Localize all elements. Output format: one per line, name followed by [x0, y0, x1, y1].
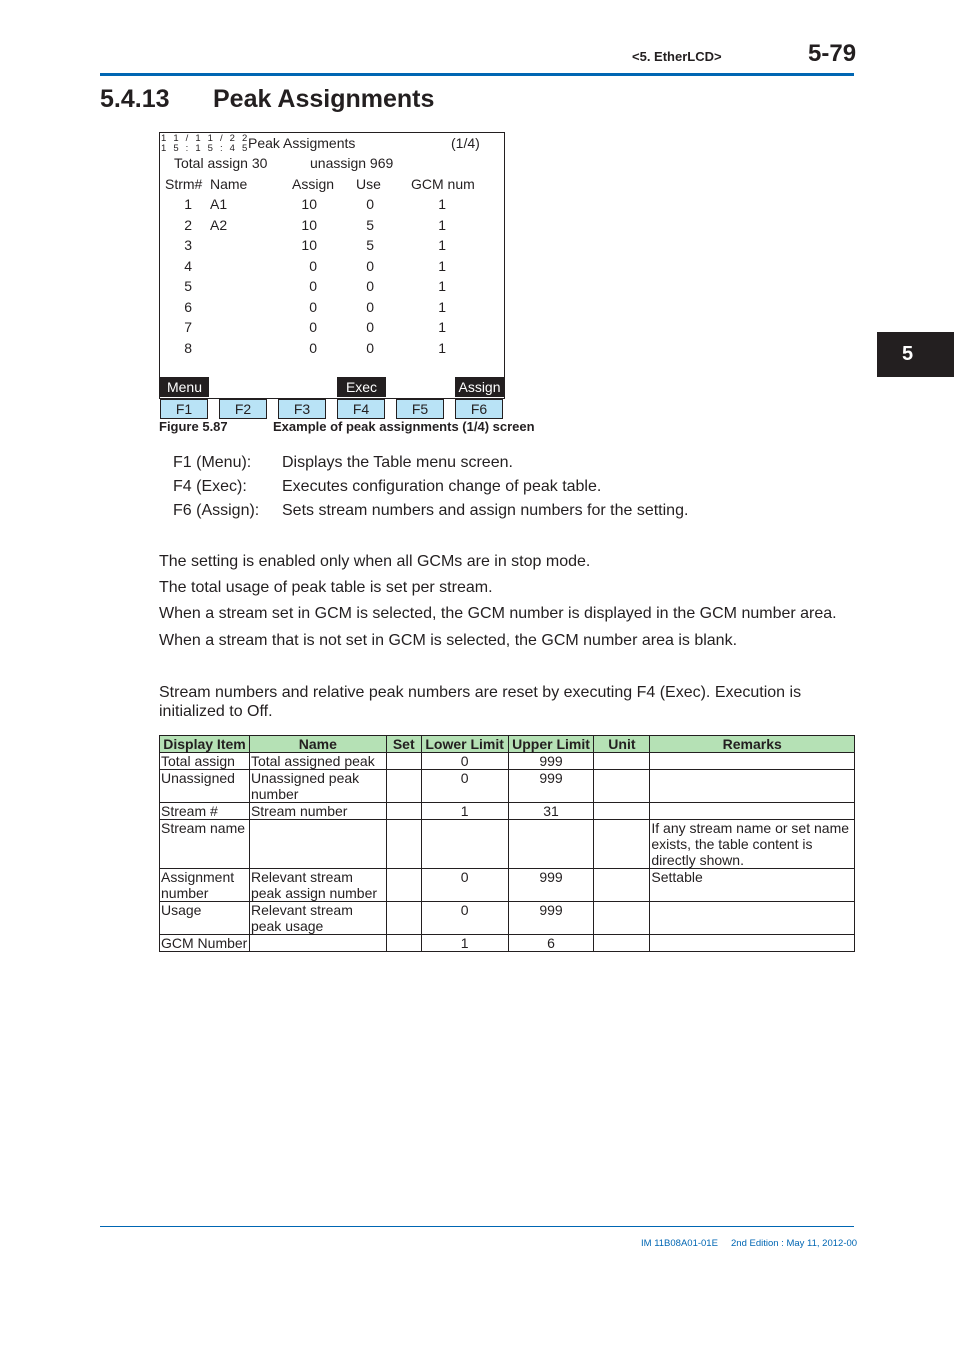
table-cell-name: Relevant stream peak assign number — [249, 869, 386, 902]
fkey-desc-text: Executes configuration change of peak table. — [282, 478, 602, 495]
screen-cell-gcm: 1 — [438, 237, 446, 253]
screen-cell-use: 0 — [366, 196, 374, 212]
fkey-f3[interactable]: F3 — [278, 399, 326, 419]
table-cell-item: Total assign — [160, 753, 250, 770]
figure-label: Figure 5.87 — [159, 419, 228, 434]
table-cell-unit — [594, 869, 650, 902]
table-cell-remarks — [650, 902, 855, 935]
screen-cell-gcm: 1 — [438, 257, 446, 274]
fkey-f2[interactable]: F2 — [219, 399, 267, 419]
paragraph: When a stream set in GCM is selected, the GCM number is displayed in the GCM number area. — [159, 605, 837, 622]
table-cell-unit — [594, 935, 650, 952]
screen-cell-assign: 0 — [309, 319, 317, 335]
screen-cell-assign: 0 — [309, 257, 317, 274]
table-cell-name: Total assigned peak — [249, 753, 386, 770]
table-header: Set — [386, 736, 421, 753]
softkey-exec[interactable]: Exec — [337, 377, 386, 397]
table-cell-set — [386, 803, 421, 820]
screen-time: 1 5 : 1 5 : 4 5 — [161, 143, 250, 154]
screen-total-assign: Total assign 30 — [174, 155, 268, 171]
table-row — [160, 935, 855, 952]
table-cell-upper: 31 — [508, 803, 594, 820]
screen-cell-gcm: 1 — [438, 319, 446, 335]
table-cell-upper: 999 — [508, 902, 594, 935]
table-cell-lower — [421, 820, 508, 869]
table-header: Unit — [594, 736, 650, 753]
table-cell-lower: 1 — [421, 935, 508, 952]
screen-cell-use: 0 — [366, 339, 374, 356]
table-cell-set — [386, 820, 421, 869]
table-cell-set — [386, 753, 421, 770]
screen-cell-assign: 0 — [309, 339, 317, 356]
screen-cell-assign: 0 — [309, 278, 317, 294]
screen-cell-assign: 10 — [301, 216, 317, 233]
table-cell-set — [386, 869, 421, 902]
fkey-desc-text: Sets stream numbers and assign numbers for the setting. — [282, 502, 689, 519]
table-row — [160, 753, 855, 770]
table-cell-remarks: If any stream name or set name exists, the table content is directly shown. — [650, 820, 855, 869]
doc-id: IM 11B08A01-01E — [641, 1238, 718, 1249]
table-cell-remarks: Settable — [650, 869, 855, 902]
screen-cell-use: 5 — [366, 237, 374, 253]
screen-cell-use: 0 — [366, 298, 374, 315]
figure-caption-text: Example of peak assignments (1/4) screen — [273, 419, 535, 434]
screen-cell-use: 0 — [366, 319, 374, 335]
fkey-f1[interactable]: F1 — [160, 399, 208, 419]
edition: 2nd Edition : May 11, 2012-00 — [731, 1238, 858, 1249]
table-cell-remarks — [650, 803, 855, 820]
table-cell-item: Stream name — [160, 820, 250, 869]
screen-cell-assign: 0 — [309, 298, 317, 315]
table-cell-unit — [594, 902, 650, 935]
section-title — [100, 85, 434, 114]
screen-cell-strm: 8 — [184, 339, 192, 356]
screen-date: 1 1 / 1 1 / 2 2 — [161, 133, 250, 144]
screen-cell-gcm: 1 — [438, 278, 446, 294]
screen-cell-strm: 4 — [184, 257, 192, 274]
screen-cell-use: 0 — [366, 278, 374, 294]
screen-unassign: unassign 969 — [310, 155, 394, 171]
screen-col-gcm: GCM num — [411, 176, 475, 192]
table-header: Display Item — [160, 736, 250, 753]
paragraph: When a stream that is not set in GCM is selected, the GCM number area is blank. — [159, 632, 738, 649]
screen-cell-name: A2 — [210, 216, 228, 233]
table-cell-unit — [594, 753, 650, 770]
screen-cell-gcm: 1 — [438, 298, 446, 315]
table-cell-upper — [508, 820, 594, 869]
screen-col-strm: Strm# — [165, 176, 203, 192]
softkey-assign[interactable]: Assign — [455, 377, 504, 397]
display-item-table — [159, 735, 855, 952]
screen-cell-use: 5 — [366, 216, 374, 233]
table-cell-name: Unassigned peak number — [249, 770, 386, 803]
fkey-desc-key: F6 (Assign): — [173, 502, 260, 519]
chapter-tab: 5 — [877, 332, 954, 377]
table-header-row — [160, 736, 855, 753]
screen-cell-name: A1 — [210, 196, 228, 212]
table-header: Upper Limit — [508, 736, 594, 753]
screen-cell-assign: 10 — [301, 237, 317, 253]
table-cell-lower: 1 — [421, 803, 508, 820]
screen-title: Peak Assigments — [248, 135, 356, 151]
screen-cell-strm: 3 — [184, 237, 192, 253]
screen-cell-strm: 5 — [184, 278, 192, 294]
table-cell-set — [386, 935, 421, 952]
softkey-menu[interactable]: Menu — [160, 377, 209, 397]
table-cell-remarks — [650, 753, 855, 770]
table-cell-set — [386, 770, 421, 803]
screen-page: (1/4) — [451, 135, 480, 151]
table-cell-upper: 999 — [508, 869, 594, 902]
figure-caption — [159, 419, 535, 434]
table-cell-name: Relevant stream peak usage — [249, 902, 386, 935]
paragraph: Stream numbers and relative peak numbers are reset by executing F4 (Exec). Execution is initialized to Off. — [159, 684, 802, 720]
table-cell-item: Unassigned — [160, 770, 250, 803]
section-title-text: Peak Assignments — [213, 85, 435, 113]
fkey-f5[interactable]: F5 — [396, 399, 444, 419]
screen-cell-strm: 1 — [184, 196, 192, 212]
table-row — [160, 803, 855, 820]
screen-cell-strm: 2 — [184, 216, 192, 233]
table-cell-unit — [594, 820, 650, 869]
table-header: Remarks — [650, 736, 855, 753]
screen-cell-assign: 10 — [301, 196, 317, 212]
section-number: 5.4.13 — [100, 85, 170, 113]
fkey-desc-key: F4 (Exec): — [173, 478, 247, 495]
table-header: Name — [249, 736, 386, 753]
table-cell-upper: 999 — [508, 770, 594, 803]
screen-col-use: Use — [356, 176, 381, 192]
header-rule — [100, 73, 854, 76]
table-cell-lower: 0 — [421, 770, 508, 803]
paragraph: The setting is enabled only when all GCMs are in stop mode. — [159, 553, 591, 570]
table-cell-item: Assignment number — [160, 869, 250, 902]
table-cell-item: Usage — [160, 902, 250, 935]
paragraph: The total usage of peak table is set per stream. — [159, 579, 493, 596]
fkey-f4[interactable]: F4 — [337, 399, 385, 419]
table-row — [160, 820, 855, 869]
chapter-label: <5. EtherLCD> — [632, 49, 722, 64]
table-cell-set — [386, 902, 421, 935]
screen-cell-strm: 7 — [184, 319, 192, 335]
table-cell-name — [249, 935, 386, 952]
table-cell-upper: 6 — [508, 935, 594, 952]
page-number: 5-79 — [808, 40, 857, 67]
screen-cell-gcm: 1 — [438, 339, 446, 356]
screen-cell-gcm: 1 — [438, 196, 446, 212]
screen-cell-gcm: 1 — [438, 216, 446, 233]
table-cell-lower: 0 — [421, 753, 508, 770]
table-cell-item: GCM Number — [160, 935, 250, 952]
table-header: Lower Limit — [421, 736, 508, 753]
screen-col-assign: Assign — [292, 176, 335, 192]
table-cell-name — [249, 820, 386, 869]
table-row — [160, 902, 855, 935]
fkey-f6[interactable]: F6 — [455, 399, 503, 419]
table-cell-remarks — [650, 935, 855, 952]
table-cell-lower: 0 — [421, 902, 508, 935]
table-cell-unit — [594, 803, 650, 820]
table-row — [160, 869, 855, 902]
table-cell-remarks — [650, 770, 855, 803]
table-cell-name: Stream number — [249, 803, 386, 820]
table-cell-unit — [594, 770, 650, 803]
table-cell-upper: 999 — [508, 753, 594, 770]
footer-rule — [100, 1226, 854, 1227]
table-cell-item: Stream # — [160, 803, 250, 820]
fkey-desc-text: Displays the Table menu screen. — [282, 454, 513, 471]
screen-cell-strm: 6 — [184, 298, 192, 315]
fkey-desc-key: F1 (Menu): — [173, 454, 252, 471]
screen-cell-use: 0 — [366, 257, 374, 274]
table-cell-lower: 0 — [421, 869, 508, 902]
table-row — [160, 770, 855, 803]
lcd-screen — [159, 132, 505, 399]
screen-col-name: Name — [210, 176, 248, 192]
